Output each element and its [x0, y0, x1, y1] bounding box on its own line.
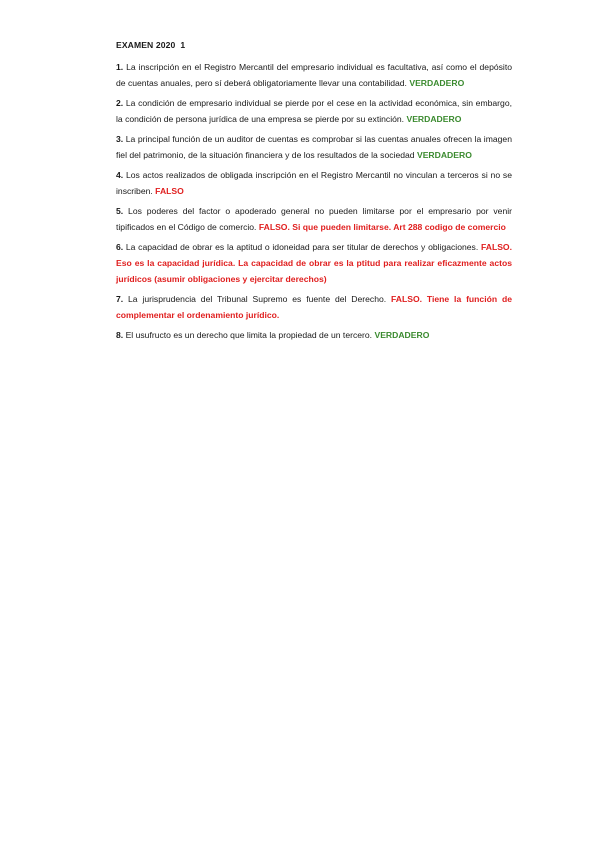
question-2: [116, 95, 512, 127]
answer-label: FALSO. Si que pueden limitarse. Art 288 codigo de comercio: [258, 221, 506, 232]
question-text: La jurisprudencia del Tribunal Supremo es fuente del Derecho.: [128, 293, 387, 304]
exam-title: EXAMEN 2020 1: [116, 40, 186, 50]
question-number: 4.: [116, 169, 124, 180]
question-1: [116, 59, 512, 91]
question-text: Los poderes del factor o apoderado general no pueden limitarse por el empresario por venir tipificados en el Código de comercio.: [116, 205, 512, 232]
question-number: 8.: [116, 329, 124, 340]
question-6: [116, 239, 512, 288]
question-text: Los actos realizados de obligada inscripción en el Registro Mercantil no vinculan a terceros si no se inscriben.: [116, 169, 512, 196]
question-number: 6.: [116, 241, 124, 252]
question-3: [116, 131, 512, 163]
answer-label: VERDADERO: [416, 150, 472, 161]
question-text: La condición de empresario individual se pierde por el cese en la actividad económica, sin embargo, la condición de persona jurídica de una empresa se pierde por su extinción.: [116, 97, 512, 125]
answer-label: FALSO: [155, 185, 184, 196]
question-number: 3.: [116, 133, 124, 144]
question-text: El usufructo es un derecho que limita la propiedad de un tercero.: [125, 329, 373, 340]
question-number: 7.: [116, 293, 124, 304]
question-text: La capacidad de obrar es la aptitud o idoneidad para ser titular de derechos y obligaciones.: [125, 241, 479, 252]
question-5: [116, 203, 512, 235]
answer-label: FALSO. Eso es la capacidad jurídica. La capacidad de obrar es la ptitud para realizar eficazmente actos jurídicos (asumir obligaciones y ejercitar derechos): [116, 241, 513, 284]
answer-label: VERDADERO: [374, 329, 430, 340]
answer-label: VERDADERO: [409, 78, 465, 89]
question-4: [116, 167, 512, 199]
question-text: La principal función de un auditor de cuentas es comprobar si las cuentas anuales ofrecen la imagen fiel del patrimonio, de la situación financiera y de los resultados de la sociedad: [116, 133, 512, 161]
question-number: 1.: [116, 62, 124, 72]
question-number: 2.: [116, 97, 124, 108]
question-text: La inscripción en el Registro Mercantil del empresario individual es facultativa, así como el depósito de cuentas anuales, pero sí deberá obligatoriamente llevar una contabilidad.: [116, 62, 513, 89]
answer-label: FALSO. Tiene la función de complementar el ordenamiento jurídico.: [116, 293, 512, 320]
answer-label: VERDADERO: [406, 114, 462, 125]
document-content: [116, 40, 512, 346]
question-8: [116, 327, 512, 343]
question-7: [116, 291, 512, 323]
question-number: 5.: [116, 205, 124, 216]
